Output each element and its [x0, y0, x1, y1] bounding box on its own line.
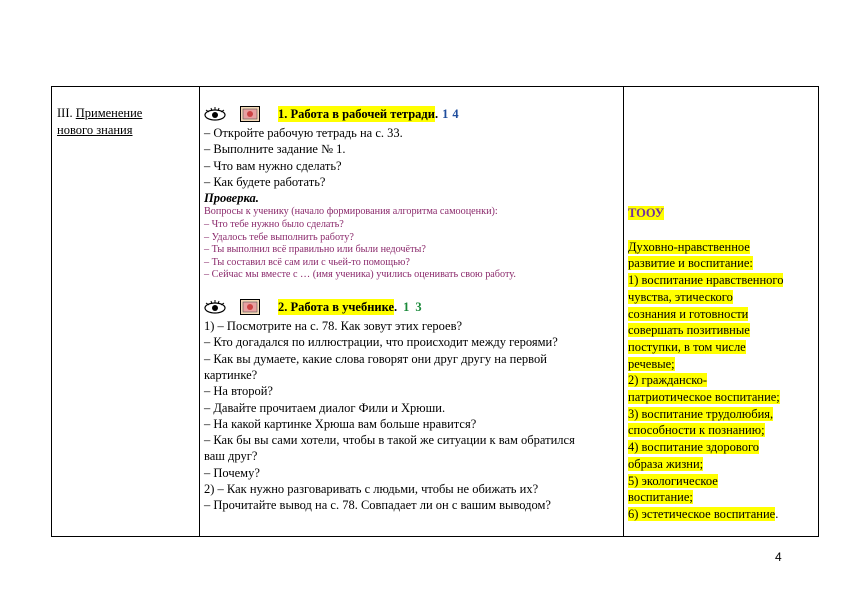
text-line: 2) – Как нужно разговаривать с людьми, чтобы не обижать их? [204, 482, 539, 497]
text-line: – Как бы вы сами хотели, чтобы в такой же ситуации к вам обратился [204, 433, 575, 448]
goals-cell [628, 205, 828, 523]
activity-cell [204, 103, 672, 514]
check-label: Проверка. [204, 191, 259, 206]
text-line: 1) – Посмотрите на с. 78. Как зовут этих героев? [204, 319, 463, 334]
text-line: ваш друг? [204, 449, 258, 464]
goal-line: 5) экологическое [628, 473, 718, 488]
question-line: – Удалось тебе выполнить работу? [204, 231, 354, 243]
goal-line: 4) воспитание здорового [628, 440, 760, 455]
question-line: – Ты составил всё сам или с чьей-то помощью? [204, 256, 410, 268]
question-line: – Ты выполнил всё правильно или были недочёты? [204, 244, 426, 256]
goal-line: 1) воспитание нравственного [628, 273, 784, 288]
toou-label: ТООУ [628, 206, 665, 220]
goal-line: поступки, в том числе [628, 339, 746, 354]
text-line: – Прочитайте вывод на с. 78. Совпадает ли он с вашим выводом? [204, 498, 551, 513]
text-line: – Как вы думаете, какие слова говорят они друг другу на первой [204, 351, 547, 366]
goal-line: патриотическое воспитание; [628, 390, 780, 405]
stage-title-2: нового знания [57, 123, 133, 137]
column-divider [199, 87, 200, 536]
lesson-table [51, 86, 819, 537]
text-line: – Выполните задание № 1. [204, 142, 346, 157]
goal-line: 3) воспитание трудолюбия, [628, 406, 774, 421]
text-line: – На какой картинке Хрюша вам больше нравится? [204, 416, 477, 431]
goal-line: образа жизни; [628, 456, 704, 471]
text-line: – Как будете работать? [204, 174, 326, 189]
goal-line: чувства, этического [628, 289, 733, 304]
goal-line: 2) гражданско- [628, 373, 708, 388]
text-line: – Давайте прочитаем диалог Фили и Хрюши. [204, 400, 446, 415]
task1-ref-1: 1 [442, 106, 449, 121]
task2-header: 2. Работа в учебнике . 1 3 [204, 296, 672, 318]
goal-line: совершать позитивные [628, 323, 750, 338]
text-line: – На второй? [204, 384, 273, 399]
question-line: Вопросы к ученику (начало формирования алгоритма самооценки): [204, 206, 498, 218]
goal-line: Духовно-нравственное [628, 239, 750, 254]
text-line: – Кто догадался по иллюстрации, что происходит между героями? [204, 335, 558, 350]
eye-icon [204, 300, 226, 314]
goal-line: способности к познанию; [628, 423, 765, 438]
question-line: – Сейчас мы вместе с … (имя ученика) учились оценивать свою работу. [204, 269, 516, 281]
goal-final-punct: . [775, 506, 779, 521]
task1-ref-2: 4 [452, 106, 459, 121]
question-line: – Что тебе нужно было сделать? [204, 219, 344, 231]
text-line: – Почему? [204, 465, 260, 480]
stage-title: Применение [75, 106, 143, 120]
stage-cell: III. Применение нового знания [57, 105, 197, 139]
goal-line: сознания и готовности [628, 306, 749, 321]
goal-line: развитие и воспитание: [628, 256, 753, 271]
text-line: – Откройте рабочую тетрадь на с. 33. [204, 126, 403, 140]
text-line: – Что вам нужно сделать? [204, 158, 342, 173]
picture-icon [240, 299, 260, 315]
task2-ref-2: 3 [415, 299, 422, 314]
task2-heading: 2. Работа в учебнике [278, 299, 395, 314]
goal-line: 6) эстетическое воспитание [628, 506, 776, 521]
text-line: картинке? [204, 367, 258, 382]
stage-roman: III [57, 106, 70, 120]
picture-icon [240, 106, 260, 122]
task1-header: 1. Работа в рабочей тетради . 1 4 [204, 103, 672, 125]
page-number: 4 [775, 550, 782, 564]
task1-heading: 1. Работа в рабочей тетради [278, 106, 435, 121]
goal-line: воспитание; [628, 490, 693, 505]
goal-line: речевые; [628, 356, 675, 371]
eye-icon [204, 107, 226, 121]
task2-ref-1: 1 [403, 299, 410, 314]
